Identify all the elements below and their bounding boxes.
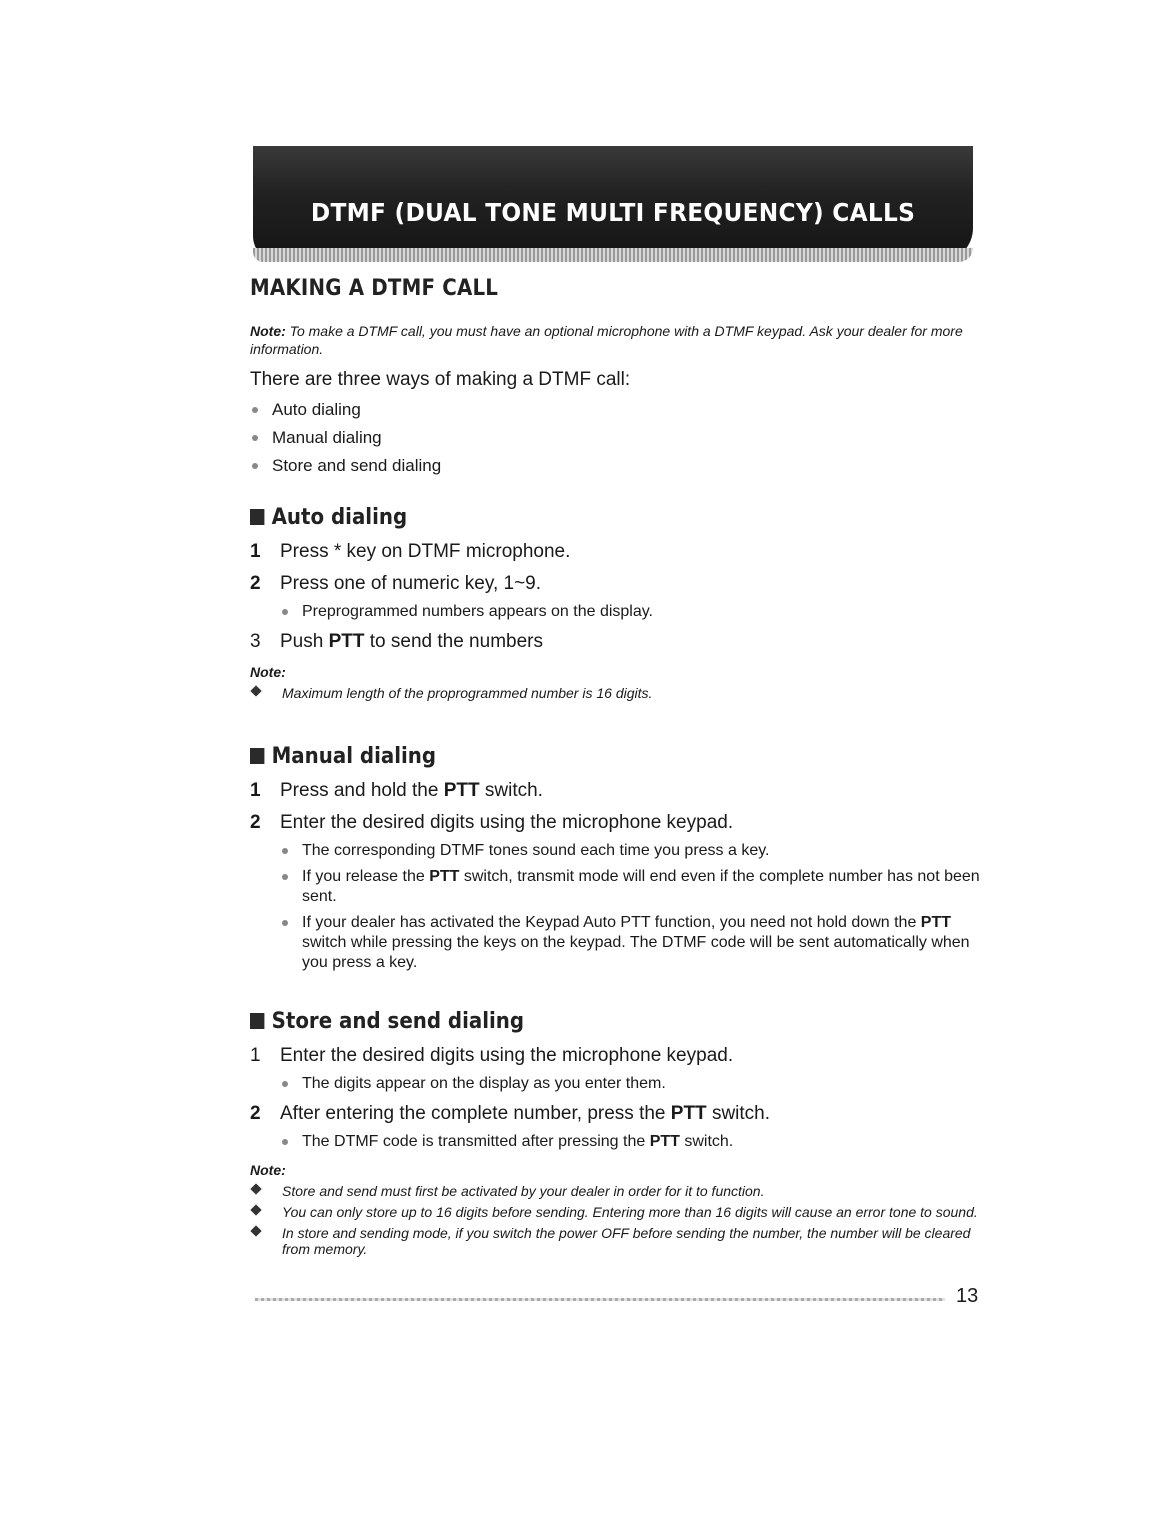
sub-item: If you release the PTT switch, transmit mode will end even if the complete number has not been sent. [250, 867, 990, 907]
diamond-bullet-icon [250, 685, 261, 696]
step-item: 2 Enter the desired digits using the microphone keypad. [250, 812, 734, 833]
step-number: 1 [250, 780, 261, 801]
list-item: Store and send dialing [250, 455, 441, 483]
intro-text: There are three ways of making a DTMF call: [250, 369, 631, 390]
step-item: 1 Press * key on DTMF microphone. [250, 541, 571, 562]
page-number: 13 [956, 1285, 979, 1307]
manual-dialing-heading: Manual dialing [250, 741, 916, 771]
sub-item: The corresponding DTMF tones sound each time you press a key. [250, 841, 990, 861]
note-item: In store and sending mode, if you switch the power OFF before sending the number, the number will be cleared from memory. [250, 1225, 982, 1257]
step-item: 2 Press one of numeric key, 1~9. [250, 573, 542, 594]
intro-note [250, 322, 970, 358]
ways-list [250, 399, 441, 483]
manual-dialing-section [250, 741, 990, 973]
sub-item: The digits appear on the display as you enter them. [250, 1074, 990, 1094]
note-item: Store and send must first be activated by your dealer in order for it to function. [250, 1183, 982, 1199]
step-number: 1 [250, 1045, 261, 1066]
step-number: 2 [250, 573, 261, 594]
note-label: Note: [250, 323, 286, 339]
square-bullet-icon [250, 509, 264, 525]
step-number: 3 [250, 631, 261, 652]
list-item: Auto dialing [250, 399, 441, 427]
chapter-title: DTMF (DUAL TONE MULTI FREQUENCY) CALLS [310, 198, 916, 227]
footer-rule [255, 1298, 945, 1301]
auto-dialing-section [250, 502, 990, 701]
square-bullet-icon [250, 748, 264, 764]
note-item: Maximum length of the proprogrammed number is 16 digits. [250, 685, 982, 701]
store-send-section [250, 1006, 990, 1257]
sub-item: Preprogrammed numbers appears on the display. [250, 602, 990, 622]
square-bullet-icon [250, 1013, 264, 1029]
sub-item: The DTMF code is transmitted after pressing the PTT switch. [250, 1132, 990, 1152]
store-send-heading: Store and send dialing [250, 1006, 916, 1036]
note-text: To make a DTMF call, you must have an optional microphone with a DTMF keypad. Ask your dealer for more information. [250, 323, 963, 357]
step-number: 2 [250, 812, 261, 833]
step-number: 1 [250, 541, 261, 562]
diamond-bullet-icon [250, 1183, 261, 1194]
step-item: 1 Press and hold the PTT switch. [250, 780, 543, 801]
diamond-bullet-icon [250, 1204, 261, 1215]
chapter-banner [253, 146, 973, 262]
section-heading: MAKING A DTMF CALL [250, 276, 499, 301]
diamond-bullet-icon [250, 1225, 261, 1236]
note-label: Note: [250, 664, 286, 680]
note-label: Note: [250, 1162, 286, 1178]
step-item: 3 Push PTT to send the numbers [250, 631, 543, 652]
auto-dialing-heading: Auto dialing [250, 502, 916, 532]
step-item: 1 Enter the desired digits using the microphone keypad. [250, 1045, 734, 1066]
sub-item: If your dealer has activated the Keypad Auto PTT function, you need not hold down the PTT switch while pressing the keys on the keypad. The DTMF code will be sent automatically when you press a key. [250, 913, 990, 973]
list-item: Manual dialing [250, 427, 441, 455]
step-number: 2 [250, 1103, 261, 1124]
step-item: 2 After entering the complete number, press the PTT switch. [250, 1103, 771, 1124]
note-item: You can only store up to 16 digits before sending. Entering more than 16 digits will cause an error tone to sound. [250, 1204, 982, 1220]
